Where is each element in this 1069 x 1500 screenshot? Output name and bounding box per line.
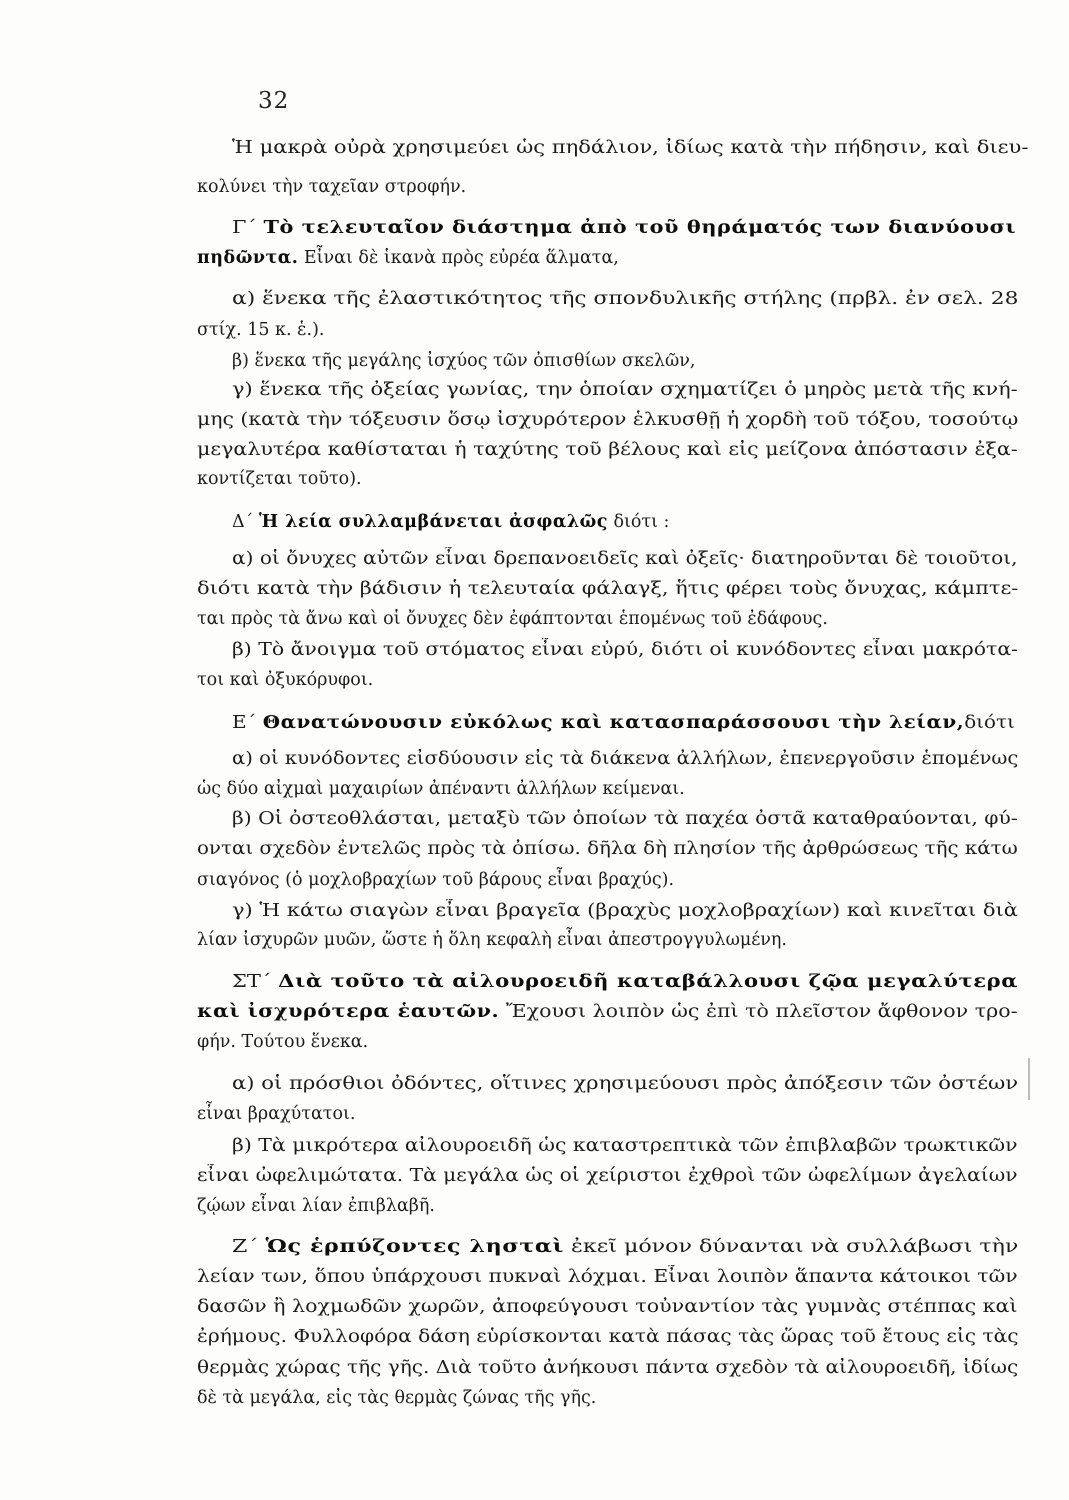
body-text: β) Τὰ μικρότερα αἰλουροειδῆ ὡς καταστρεπτικὰ τῶν ἐπιβλαβῶν τρωκτικῶν [232, 1136, 1018, 1156]
text-line [232, 1135, 1018, 1157]
bold-heading-text: Ἡ λεία συλλαμβάνεται ἀσφαλῶς [258, 512, 608, 532]
page-number: 32 [258, 88, 290, 114]
text-line [197, 1266, 1018, 1288]
body-text: σιαγόνος (ὁ μοχλοβραχίων τοῦ βάρους εἶναι βραχύς). [197, 870, 675, 890]
body-text: εἶναι βραχύτατοι. [197, 1104, 356, 1124]
body-text: Δ΄ [232, 512, 259, 532]
text-line [197, 409, 1018, 431]
text-line [197, 1001, 1018, 1023]
body-text: α) οἱ κυνόδοντες εἰσδύουσιν εἰς τὰ διάκενα ἀλλήλων, ἐπενεργοῦσιν ἑπομένως [232, 749, 1019, 769]
text-line [197, 1296, 1018, 1318]
body-text: διότι κατὰ τὴν βάδισιν ἡ τελευταία φάλαγξ, ἥτις φέρει τοὺς ὄνυχας, κάμπτε- [197, 579, 1019, 599]
body-text: κολύνει τὴν ταχεῖαν στροφήν. [197, 177, 467, 197]
body-text: Ε΄ [232, 713, 263, 733]
text-line [197, 439, 1018, 461]
body-text: β) Οἱ ὀστεοθλάσται, μεταξὺ τῶν ὁποίων τὰ παχέα ὀστᾶ καταθραύονται, φύ- [232, 809, 1018, 829]
body-text: μης (κατὰ τὴν τόξευσιν ὅσῳ ἰσχυρότερον ἑλκυσθῇ ἡ χορδὴ τοῦ τόξου, τοσούτῳ [197, 410, 1019, 430]
text-line [232, 1236, 1018, 1258]
body-text: θερμὰς χώρας τῆς γῆς. Διὰ τοῦτο ἀνήκουσι πάντα σχεδὸν τὰ αἰλουροειδῆ, ἰδίως [197, 1358, 1019, 1378]
body-text: α) οἱ πρόσθιοι ὀδόντες, οἵτινες χρησιμεύουσι πρὸς ἀπόξεσιν τῶν ὀστέων [232, 1074, 1019, 1094]
bold-heading-text: Διὰ τοῦτο τὰ αἰλουροειδῆ καταβάλλουσι ζῷα μεγαλύτερα [278, 972, 1019, 992]
scan-artifact [1028, 1058, 1030, 1100]
body-text: εἶναι ὠφελιμώτατα. Τὰ μεγάλα ὡς οἱ χείριστοι ἐχθροὶ τῶν ὠφελίμων ἀγελαίων [197, 1166, 1018, 1186]
body-text: ὡς δύο αἰχμαὶ μαχαιρίων ἀπέναντι ἀλλήλων κείμεναι. [197, 779, 685, 799]
text-line [197, 1387, 596, 1409]
text-line [197, 247, 619, 269]
body-text: Ἡ μακρὰ οὐρὰ χρησιμεύει ὡς πηδάλιον, ἰδίως κατὰ τὴν πήδησιν, καὶ διευ- [232, 138, 1029, 158]
text-line [197, 1195, 435, 1217]
body-text: Γ΄ [232, 218, 264, 238]
body-text: κοντίζεται τοῦτο). [197, 469, 362, 489]
text-line [197, 578, 1018, 600]
body-text: Εἶναι δὲ ἱκανὰ πρὸς εὐρέα ἅλματα, [298, 248, 619, 268]
text-line [197, 468, 362, 490]
body-text: γ) ἕνεκα τῆς ὀξείας γωνίας, την ὁποίαν σχηματίζει ὁ μηρὸς μετὰ τῆς κνή- [232, 380, 1018, 400]
body-text: α) οἱ ὄνυχες αὐτῶν εἶναι δρεπανοειδεῖς καὶ ὀξεῖς· διατηροῦνται δὲ τοιοῦτοι, [232, 549, 1018, 569]
body-text: α) ἕνεκα τῆς ἐλαστικότητος τῆς σπονδυλικῆς στήλης (πρβλ. ἐν σελ. 28 [232, 289, 1019, 309]
text-line [232, 548, 1017, 570]
text-line [197, 1103, 355, 1125]
body-text: τοι καὶ ὀξυκόρυφοι. [197, 670, 374, 690]
body-text: ἐρήμους. Φυλλοφόρα δάση εὑρίσκονται κατὰ πάσας τὰς ὥρας τοῦ ἔτους εἰς τὰς [197, 1327, 1019, 1347]
body-text: Ζ΄ [232, 1237, 266, 1257]
body-text: Ἔχουσι λοιπὸν ὡς ἐπὶ τὸ πλεῖστον ἄφθονον τρο- [499, 1002, 1018, 1022]
text-line [197, 608, 828, 630]
bold-heading-text: Τὸ τελευταῖον διάστημα ἀπὸ τοῦ θηράματός των διανύουσι [263, 218, 1017, 238]
body-text: λίαν ἰσχυρῶν μυῶν, ὥστε ἡ ὅλη κεφαλὴ εἶναι ἀπεστρογγυλωμένη. [197, 930, 787, 950]
text-line [197, 838, 1018, 860]
text-line [232, 900, 1018, 922]
text-line [232, 748, 1018, 770]
body-text: στίχ. 15 κ. ἑ.). [197, 320, 325, 340]
bold-heading-text: Ὡς ἑρπύζοντες λησταὶ [265, 1237, 564, 1257]
text-line [197, 669, 373, 691]
body-text: διότι : [607, 512, 670, 532]
text-line [232, 712, 1015, 734]
body-text: λείαν των, ὅπου ὑπάρχουσι πυκναὶ λόχμαι. Εἶναι λοιπὸν ἅπαντα κάτοικοι τῶν [197, 1267, 1018, 1287]
bold-heading-text: Θανατώνουσιν εὐκόλως καὶ κατασπαράσσουσι τὴν λείαν, [262, 713, 965, 733]
text-line [197, 319, 324, 341]
text-line [232, 1073, 1018, 1095]
text-line [197, 1326, 1019, 1348]
body-text: γ) Ἡ κάτω σιαγὼν εἶναι βραγεῖα (βραχὺς μοχλοβραχίων) καὶ κινεῖται διὰ [232, 901, 1018, 921]
text-line [197, 176, 466, 198]
body-text: β) Τὸ ἄνοιγμα τοῦ στόματος εἶναι εὐρύ, διότι οἱ κυνόδοντες εἶναι μακρότα- [232, 640, 1019, 660]
body-text: ονται σχεδὸν ἐντελῶς πρὸς τὰ ὀπίσω. δῆλα δὴ πλησίον τῆς ἀρθρώσεως τῆς κάτω [197, 839, 1018, 859]
text-line [197, 1031, 368, 1053]
text-line [197, 869, 674, 891]
text-line [232, 350, 695, 372]
text-line [197, 778, 685, 800]
text-line [197, 1165, 1017, 1187]
text-line [197, 1357, 1018, 1379]
body-text: φήν. Τούτου ἕνεκα. [197, 1032, 369, 1052]
body-text: ται πρὸς τὰ ἄνω καὶ οἱ ὄνυχες δὲν ἐφάπτονται ἑπομένως τοῦ ἐδάφους. [197, 609, 828, 629]
text-line [232, 511, 669, 533]
body-text: δασῶν ἢ λοχμωδῶν χωρῶν, ἀποφεύγουσι τοὐναντίον τὰς γυμνὰς στέππας καὶ [197, 1297, 1018, 1317]
text-line [232, 137, 1028, 159]
text-line [232, 288, 1018, 310]
text-line [232, 808, 1018, 830]
body-text: μεγαλυτέρα καθίσταται ἡ ταχύτης τοῦ βέλους καὶ εἰς μείζονα ἀπόστασιν ἐξα- [197, 440, 1018, 460]
text-line [232, 971, 1018, 993]
body-text: ἐκεῖ μόνον δύνανται νὰ συλλάβωσι τὴν [563, 1237, 1019, 1257]
body-text: ΣΤ΄ [232, 972, 279, 992]
body-text: β) ἕνεκα τῆς μεγάλης ἰσχύος τῶν ὀπισθίων σκελῶν, [232, 351, 696, 371]
text-line [232, 379, 1018, 401]
text-line [232, 639, 1018, 661]
body-text: διότι [964, 713, 1015, 733]
body-text: ζῴων εἶναι λίαν ἐπιβλαβῆ. [197, 1196, 435, 1216]
text-line [197, 929, 787, 951]
bold-heading-text: καὶ ἰσχυρότερα ἑαυτῶν. [197, 1002, 500, 1022]
text-line [232, 217, 1016, 239]
bold-heading-text: πηδῶντα. [197, 248, 299, 268]
body-text: δὲ τὰ μεγάλα, εἰς τὰς θερμὰς ζώνας τῆς γῆς. [197, 1388, 597, 1408]
